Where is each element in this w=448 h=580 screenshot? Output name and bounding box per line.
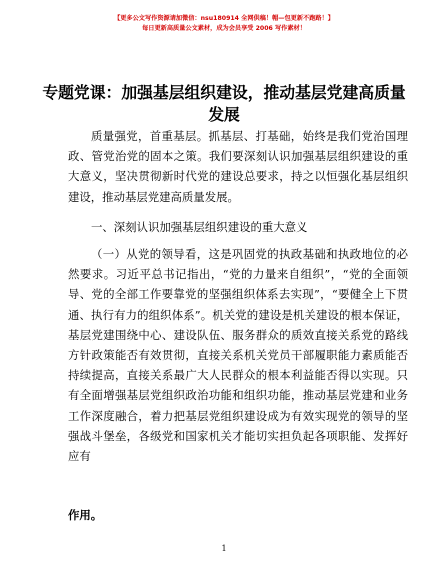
promo-banner-line-1: 【更多公文写作资源请加微信：nsu180914 全网供稿！帽—包更新不跑路！】 [114, 15, 334, 22]
document-title: 专题党课：加强基层组织建设，推动基层党建高质量发展 [42, 83, 406, 124]
section-heading: 一、深刻认识加强基层组织建设的重大意义 [91, 220, 308, 234]
intro-paragraph: 质量强党，首重基层。抓基层、打基础，始终是我们党治国理政、管党治党的固本之策。我们要深刻认识加强基层组织建设的重大意义，坚决贯彻新时代党的建设总要求，持之以恒强化基层组织建设，推动基层党建高质量发展。 [68, 129, 408, 204]
promo-banner [0, 14, 448, 34]
promo-banner-line-2: 每日更新高质量公文素材，成为会员享受 2006 写作素材！ [142, 25, 306, 32]
paragraph-ending: 作用。 [68, 508, 103, 522]
body-paragraph: （一）从党的领导看，这是巩固党的执政基础和执政地位的必然要求。习近平总书记指出，“党的力量来自组织”，“党的全面领导、党的全部工作要靠党的坚强组织体系去实现”，“要健全上下贯通、执行有力的组织体系”。机关党的建设是机关建设的根本保证，基层党建围绕中心、建设队伍、服务群众的质效直接关系党的路线方针政策能否有效贯彻，直接关系机关党员干部履职能力素质能否持续提高，直接关系最广大人民群众的根本利益能否得以实现。只有全面增强基层党组织政治功能和组织功能，推动基层党建和业务工作深度融合，着力把基层党组织建设成为有效实现党的领导的坚强战斗堡垒，各级党和国家机关才能切实担负起各项职能、发挥好应有 [68, 247, 408, 464]
page-number: 1 [221, 544, 227, 553]
